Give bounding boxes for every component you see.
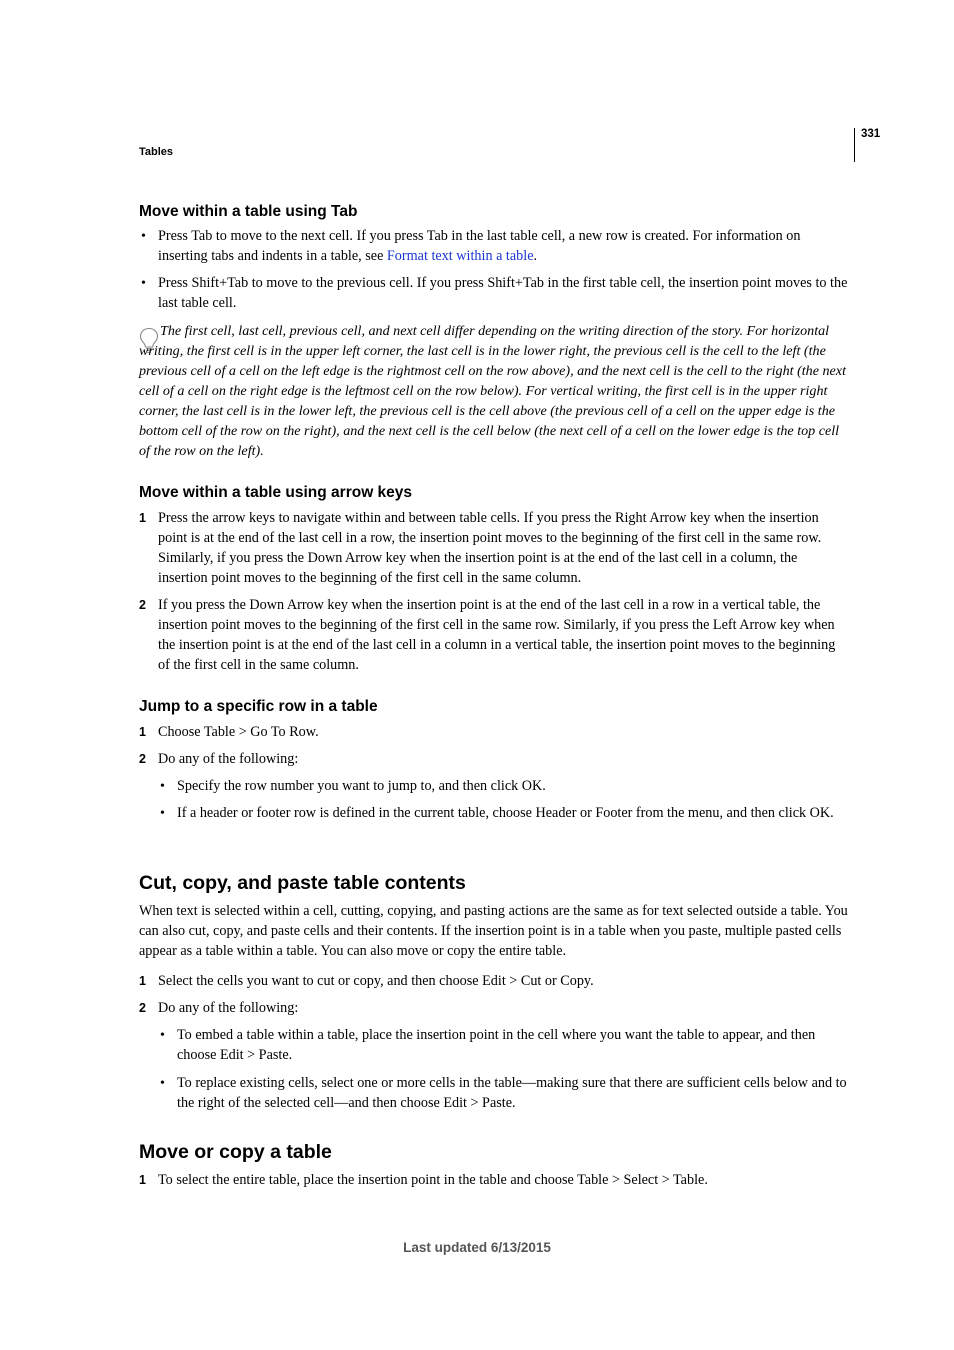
- heading-move-using-arrow-keys: Move within a table using arrow keys: [139, 484, 413, 501]
- bullet-marker: •: [160, 1028, 165, 1043]
- step-number: 1: [139, 725, 146, 739]
- jump-sub-2: If a header or footer row is defined in the current table, choose Header or Footer from the menu, and then click OK.: [177, 805, 834, 821]
- running-head: Tables: [139, 146, 174, 158]
- tab-bullet-1: [158, 226, 850, 266]
- tab-bullet-2: Press Shift+Tab to move to the previous cell. If you press Shift+Tab in the first table cell, the insertion point moves to the last table cell.: [158, 275, 848, 311]
- jump-step-2: Do any of the following:: [158, 751, 299, 767]
- format-text-link[interactable]: Format text within a table: [386, 248, 534, 264]
- step-number: 2: [139, 1001, 146, 1015]
- step-number: 1: [139, 1173, 146, 1187]
- bullet-marker: •: [141, 276, 146, 291]
- heading-move-or-copy-table: Move or copy a table: [139, 1141, 332, 1163]
- cut-sub-2: To replace existing cells, select one or more cells in the table—making sure that there are sufficient cells below and to the right of the selected cell—and then choose Edit > Paste.: [177, 1075, 847, 1111]
- bullet-marker: •: [160, 806, 165, 821]
- cut-step-1: Select the cells you want to cut or copy, and then choose Edit > Cut or Copy.: [158, 973, 594, 989]
- header-rule: [854, 128, 855, 162]
- step-number: 2: [139, 752, 146, 766]
- bullet-marker: •: [160, 1076, 165, 1091]
- move-step-1: To select the entire table, place the insertion point in the table and choose Table > Select > Table.: [158, 1172, 708, 1188]
- heading-cut-copy-paste: Cut, copy, and paste table contents: [139, 872, 466, 894]
- heading-jump-to-row: Jump to a specific row in a table: [139, 698, 378, 715]
- tab-bullet-1-end: .: [533, 248, 538, 264]
- tab-bullet-1-text: Press Tab to move to the next cell. If you press Tab in the last table cell, a new row is created. For information on inserting tabs and indents in a table, see: [158, 228, 801, 264]
- cut-step-2: Do any of the following:: [158, 1000, 299, 1016]
- tip-note: The first cell, last cell, previous cell, and next cell differ depending on the writing direction of the story. For horizontal writing, the first cell is in the upper left corner, the last cell is in the lower right, the previous cell is the cell to the left (the previous cell of a cell on the left edge is the rightmost cell on the row above), and the next cell is the cell to the right (the next cell of a cell on the right edge is the leftmost cell on the row below). For vertical writing, the first cell is in the upper right corner, the last cell is in the lower left, the previous cell is the cell above (the previous cell of a cell on the upper edge is the bottom cell of the row on the right), and the next cell is the cell below (the next cell of a cell on the lower edge is the top cell of the row on the left).: [139, 323, 846, 459]
- arrow-step-1: Press the arrow keys to navigate within and between table cells. If you press the Right Arrow key when the insertion point is at the end of the last cell in a row, the insertion point moves to the beginning of the first cell in the same row. Similarly, if you press the Down Arrow key when the insertion point is at the end of the last cell in a column, the insertion point moves to the beginning of the first cell in the same column.: [158, 510, 822, 586]
- step-number: 1: [139, 511, 146, 525]
- footer-last-updated: Last updated 6/13/2015: [403, 1240, 551, 1255]
- cut-sub-1: To embed a table within a table, place the insertion point in the cell where you want the table to appear, and then choose Edit > Paste.: [177, 1027, 816, 1063]
- bullet-marker: •: [160, 779, 165, 794]
- page-number: 331: [861, 128, 881, 140]
- heading-move-using-tab: Move within a table using Tab: [139, 203, 358, 220]
- cut-intro: When text is selected within a cell, cutting, copying, and pasting actions are the same as for text selected outside a table. You can also cut, copy, and paste cells and their contents. If the insertion point is in a table when you paste, multiple pasted cells appear as a table within a table. You can also move or copy the entire table.: [139, 903, 848, 959]
- jump-step-1: Choose Table > Go To Row.: [158, 724, 319, 740]
- arrow-step-2: If you press the Down Arrow key when the insertion point is at the end of the last cell in a row in a vertical table, the insertion point moves to the beginning of the first cell in the same row. Similarly, if you press the Left Arrow key when the insertion point is at the end of the last cell in a column in a vertical table, the insertion point moves to the beginning of the first cell in the same column.: [158, 597, 836, 673]
- bullet-marker: •: [141, 229, 146, 244]
- step-number: 2: [139, 598, 146, 612]
- step-number: 1: [139, 974, 146, 988]
- jump-sub-1: Specify the row number you want to jump to, and then click OK.: [177, 778, 546, 794]
